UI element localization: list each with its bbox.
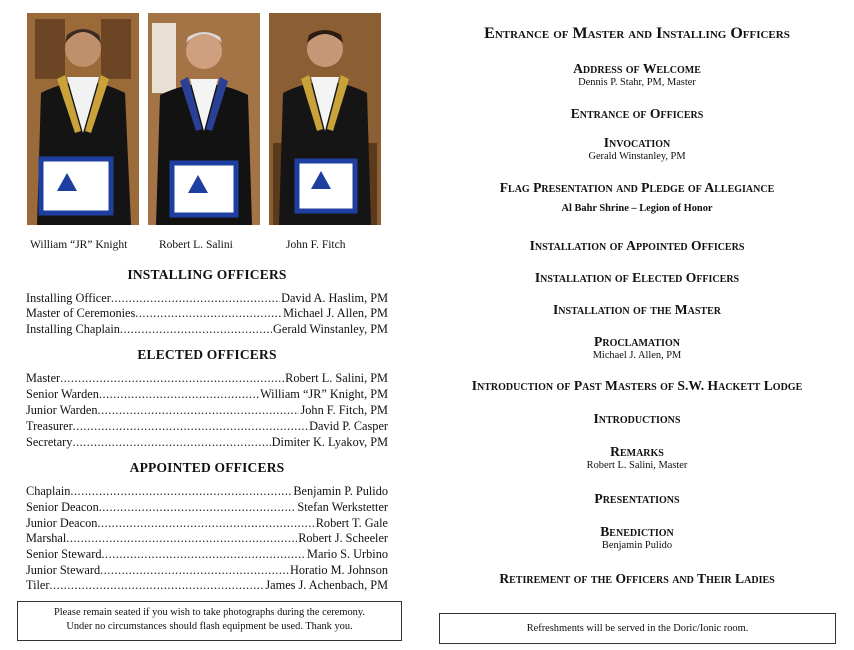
officer-name: Robert J. Scheeler [298, 531, 388, 545]
officer-row [26, 322, 388, 337]
program-heading: Entrance of Officers [570, 106, 704, 121]
officer-row [26, 500, 388, 515]
officer-row [26, 578, 388, 593]
officer-role: Junior Steward [26, 563, 101, 577]
program-heading: Retirement of the Officers and Their Ladies [499, 571, 775, 586]
officer-role: Junior Deacon [26, 516, 98, 530]
section-heading-appointed: APPOINTED OFFICERS [129, 460, 285, 475]
officer-name: Dimiter K. Lyakov, PM [271, 435, 388, 449]
officer-role: Installing Chaplain [26, 322, 120, 336]
program-sub: Robert L. Salini, Master [586, 460, 688, 471]
section-heading-elected: ELECTED OFFICERS [137, 347, 277, 362]
program-sub: Benjamin Pulido [601, 540, 673, 551]
program-heading: Benediction [600, 524, 674, 539]
officer-role: Treasurer [26, 419, 73, 433]
officer-name: Mario S. Urbino [307, 547, 388, 561]
photo-caption: John F. Fitch [286, 239, 346, 251]
officer-name: Stefan Werkstetter [297, 500, 388, 514]
officer-name: John F. Fitch, PM [300, 403, 388, 417]
program-heading: Flag Presentation and Pledge of Allegiance [499, 180, 775, 195]
officer-name: James J. Achenbach, PM [265, 578, 388, 592]
officer-name: Michael J. Allen, PM [283, 306, 388, 320]
officer-role: Marshal [26, 531, 67, 545]
officer-row [26, 435, 388, 450]
officer-row [26, 516, 388, 531]
program-sub: Dennis P. Stahr, PM, Master [578, 77, 696, 88]
officer-photo [269, 13, 381, 225]
refreshments-note: Refreshments will be served in the Doric/Ionic room. [526, 623, 749, 634]
program-heading: Invocation [603, 135, 671, 150]
program-sub: Michael J. Allen, PM [592, 350, 682, 361]
program-heading: Installation of Elected Officers [534, 270, 740, 285]
program-heading: Installation of the Master [553, 302, 721, 317]
officer-role: Tiler [26, 578, 50, 592]
officer-name: David P. Casper [309, 419, 388, 433]
officer-name: William “JR” Knight, PM [260, 387, 388, 401]
program-heading: Introductions [593, 411, 681, 426]
program-heading: Remarks [610, 444, 664, 459]
officer-name: Robert L. Salini, PM [285, 371, 388, 385]
program-sub: Al Bahr Shrine – Legion of Honor [561, 203, 713, 214]
officer-row [26, 547, 388, 562]
officer-role: Secretary [26, 435, 73, 449]
program-heading: Address of Welcome [573, 61, 701, 76]
officer-row [26, 563, 388, 578]
program-heading: Introduction of Past Masters of S.W. Hackett Lodge [471, 378, 803, 393]
notice-line: Under no circumstances should flash equipment be used. Thank you. [66, 621, 353, 632]
officer-role: Senior Steward [26, 547, 102, 561]
photo-caption: William “JR” Knight [30, 239, 128, 251]
officer-photo [148, 13, 260, 225]
program-heading: Presentations [594, 491, 680, 506]
officer-photo [27, 13, 139, 225]
program-heading: Proclamation [594, 334, 680, 349]
officer-role: Chaplain [26, 484, 71, 498]
officer-name: Gerald Winstanley, PM [273, 322, 388, 336]
officer-role: Senior Deacon [26, 500, 99, 514]
officer-row [26, 387, 388, 402]
officer-role: Installing Officer [26, 291, 111, 305]
notice-line: Please remain seated if you wish to take photographs during the ceremony. [54, 607, 365, 618]
officer-role: Senior Warden [26, 387, 99, 401]
officer-row [26, 306, 388, 321]
officer-name: Robert T. Gale [315, 516, 388, 530]
officer-role: Master [26, 371, 61, 385]
program-sub: Gerald Winstanley, PM [588, 151, 686, 162]
officer-row [26, 531, 388, 546]
photo-notice-box [17, 601, 402, 641]
program-title: Entrance of Master and Installing Officers [484, 25, 790, 42]
program-heading: Installation of Appointed Officers [529, 238, 745, 253]
officer-row [26, 371, 388, 386]
photo-caption: Robert L. Salini [159, 239, 233, 251]
refreshments-box [439, 613, 836, 644]
officer-name: David A. Haslim, PM [281, 291, 388, 305]
officer-row [26, 291, 388, 306]
officer-role: Master of Ceremonies [26, 306, 136, 320]
officer-name: Benjamin P. Pulido [293, 484, 388, 498]
section-heading-installing: INSTALLING OFFICERS [127, 267, 287, 282]
officer-row [26, 419, 388, 434]
officer-row [26, 484, 388, 499]
officer-name: Horatio M. Johnson [289, 563, 388, 577]
officer-row [26, 403, 388, 418]
officer-role: Junior Warden [26, 403, 98, 417]
